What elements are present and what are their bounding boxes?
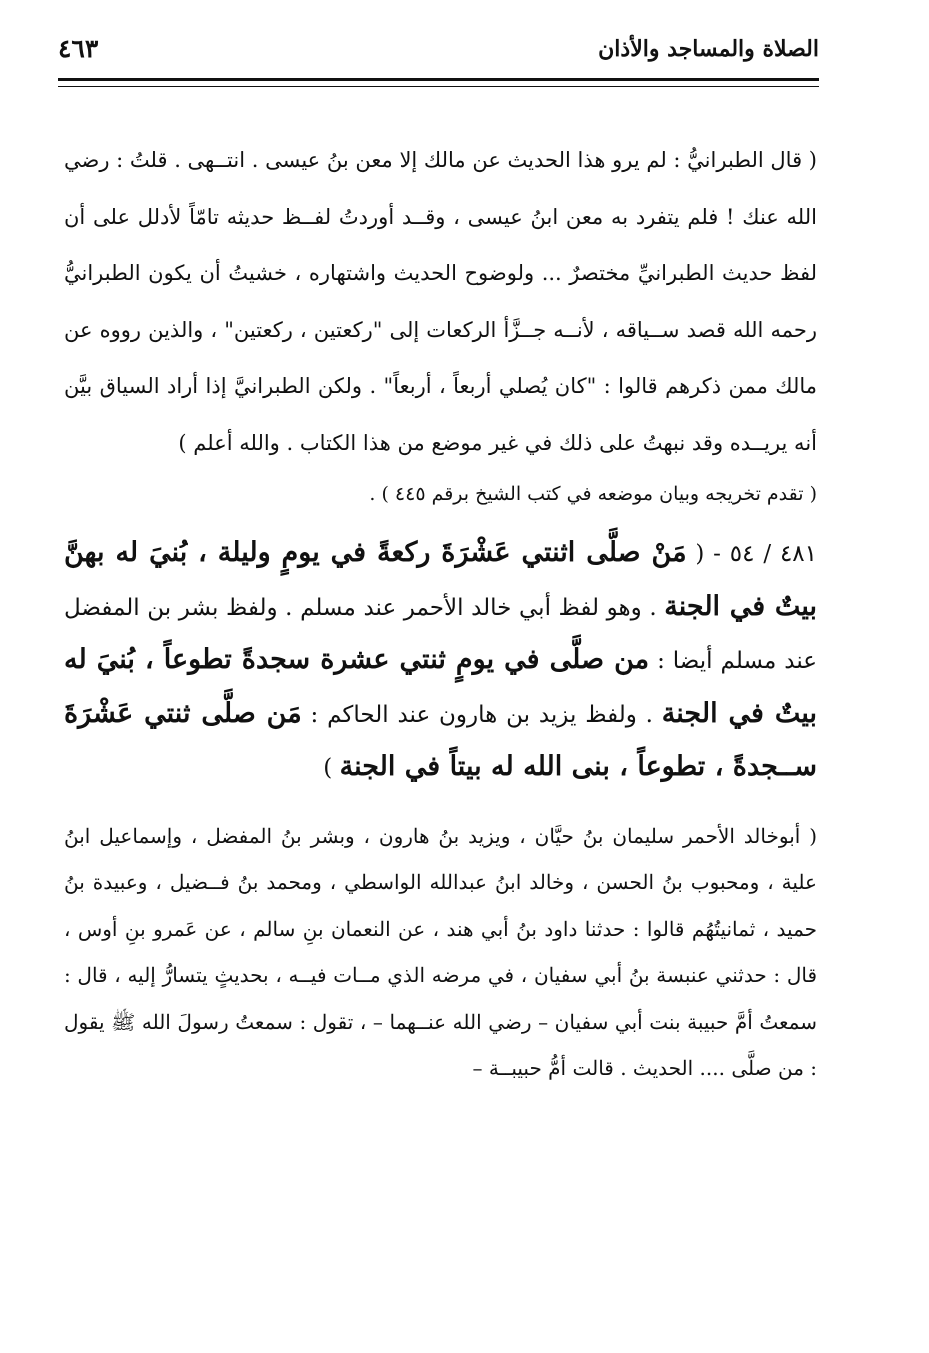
header-rule-thick bbox=[58, 78, 819, 81]
page-header bbox=[58, 28, 819, 78]
page-number: ٤٦٣ bbox=[58, 34, 99, 63]
hadith-text-primary: مَنْ صلَّى اثنتي عَشْرَةَ ركعةً في يومٍ وليلة ، بُنيَ له بهنَّ بيتٌ في الجنة bbox=[64, 537, 818, 622]
hadith-closing: ) bbox=[323, 755, 340, 781]
isnad-paragraph: ( أبوخالد الأحمر سليمان بنُ حيَّان ، ويزيد بنُ هارون ، وبشر بنُ المفضل ، وإسماعيل ابنُ علية ، ومحبوب بنُ الحسن ، وخالد ابنُ عبدالله الواسطي ، ومحمد بنُ فــضيل ، وعبيدة بنُ حميد ، ثمانيتُهُم قالوا : حدثنا داود بنُ أبي هند ، عن النعمان بنِ سالم ، عن عَمرو بنِ أوس ، قال : حدثني عنبسة بنُ أبي سفيان ، في مرضه الذي مــات فيــه ، بحديثٍ يتسارُّ إليه ، قال : سمعتُ أمَّ حبيبة بنت أبي سفيان – رضي الله عنــهما – ، تقول : سمعتُ رسولَ الله ﷺ يقول : من صلَّى .... الحديث . قالت أمُّ حبيبــة – bbox=[64, 823, 818, 1080]
hadith-narration-note-2: . ولفظ يزيد بن هارون عند الحاكم : bbox=[301, 701, 662, 728]
hadith-entry-481 bbox=[64, 527, 817, 795]
hadith-text-variant-1: من صلَّى في يومٍ ثنتي عشرة سجدةً تطوعاً ، بُنيَ له بيتٌ في الجنة bbox=[64, 644, 818, 729]
commentary-paragraph: ( قال الطبرانيُّ : لم يرو هذا الحديث عن مالك إلا معن بنُ عيسى . انتــهى . قلتُ : رضي الله عنك ! فلم يتفرد به معن ابنُ عيسى ، وقــد أوردتُ لفــظ حديثه تامّاً لأدلل على أن لفظ حديث الطبرانيِّ مختصرٌ ... ولوضوح الحديث واشتهاره ، خشيتُ أن يكون الطبرانيُّ رحمه الله قصد ســياقه ، لأنــه جــزَّأ الركعات إلى "ركعتين ، ركعتين" ، والذين رووه عن مالك ممن ذكرهم قالوا : "كان يُصلي أربعاً ، أربعاً" . ولكن الطبرانيَّ إذا أراد السياق بيَّن أنه يريــده وقد نبهتُ على ذلك في غير موضع من هذا الكتاب . والله أعلم ) bbox=[64, 148, 817, 455]
running-title: الصلاة والمساجد والأذان bbox=[598, 36, 819, 62]
hadith-text-variant-2: مَن صلَّى ثنتي عَشْرَةَ ســجدةً ، تطوعاً ، بنى الله له بيتاً في الجنة bbox=[64, 697, 817, 782]
page-body bbox=[64, 132, 817, 1092]
hadith-number-text: ٤٨١ / ٥٤ - ( bbox=[686, 541, 817, 567]
hadith-narration-note: . وهو لفظ أبي خالد الأحمر عند مسلم . ولفظ بشر بن المفضل عند مسلم أيضا : bbox=[64, 594, 817, 674]
header-rule-thin bbox=[58, 86, 819, 87]
cross-reference-note: ( تقدم تخريجه وبيان موضعه في كتب الشيخ برقم ٤٤٥ ) . bbox=[369, 483, 817, 505]
